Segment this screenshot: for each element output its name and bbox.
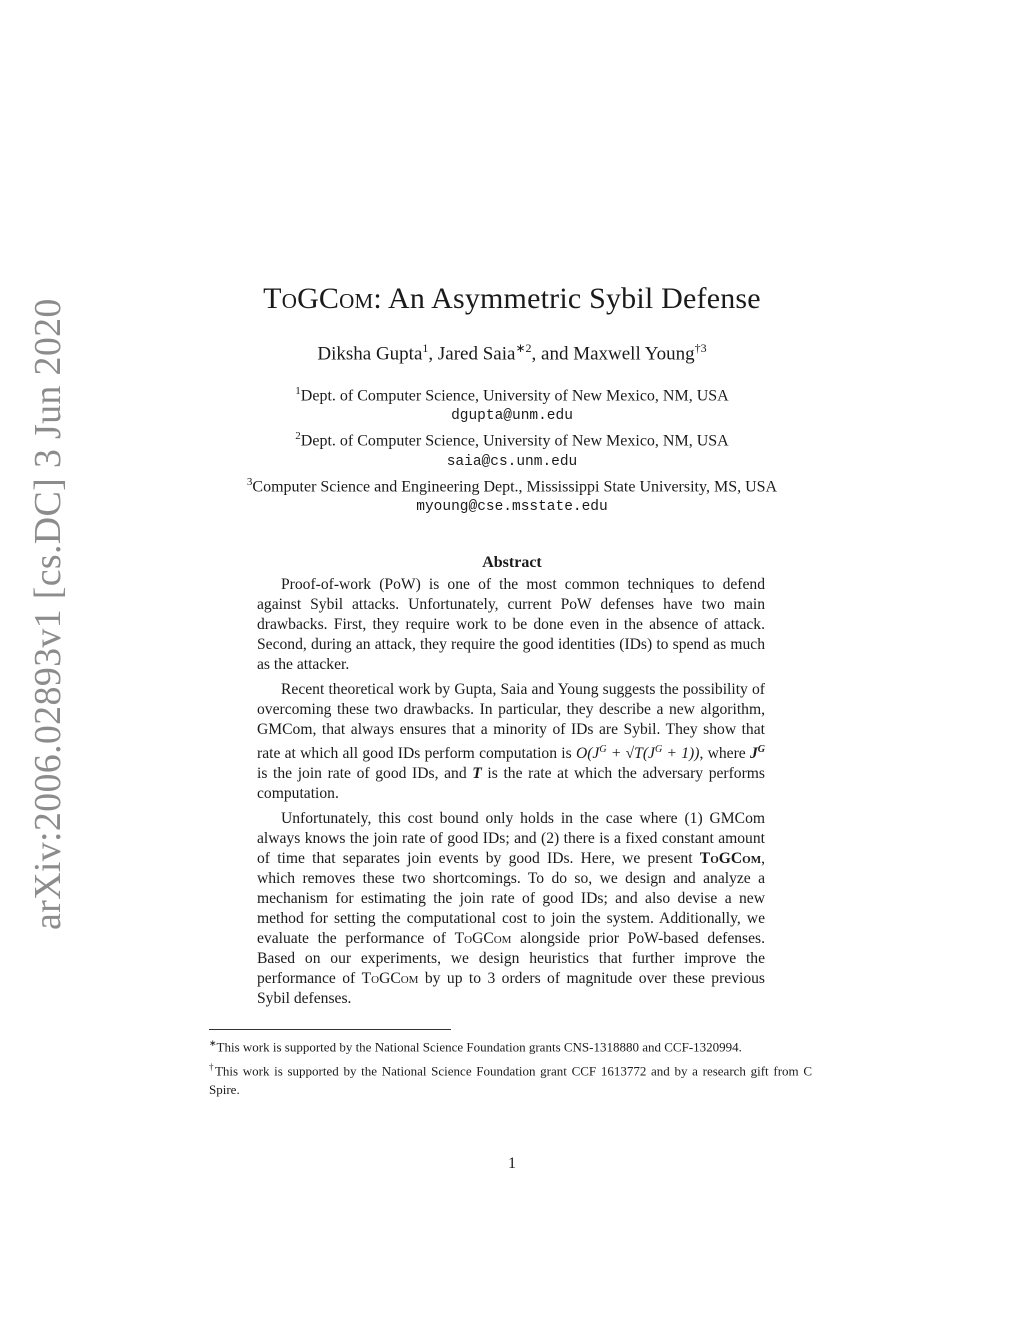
affiliation-text: Computer Science and Engineering Dept., Mississippi State University, MS, USA	[252, 477, 778, 495]
author-name: Maxwell Young	[573, 343, 695, 365]
cost-formula	[576, 745, 699, 762]
symbol-base: J	[749, 745, 758, 763]
symbol-sup: G	[757, 744, 765, 755]
author-separator: ,	[428, 343, 438, 365]
formula-sup: G	[654, 744, 663, 755]
affiliations	[0, 381, 1024, 517]
email-link[interactable]: dgupta@unm.edu	[451, 408, 573, 425]
affiliation	[0, 426, 1024, 451]
system-name: ToGCom	[361, 970, 419, 988]
title-rest: : An Asymmetric Sybil Defense	[373, 282, 761, 315]
text-run: , where	[699, 745, 750, 763]
author-separator: , and	[531, 343, 574, 365]
text-run: Recent theoretical work by Gupta, Saia and Young suggests the possibility of overcoming these two drawbacks. In particular, they describe a new algorithm, GMCom, that always ensures that a minority of IDs are Sybil. They show that rate at which all good IDs perform computation is	[257, 681, 765, 763]
author-mark: 1	[422, 341, 429, 355]
text-run: Unfortunately, this cost bound only holds in the case where (1) GMCom always knows the join rate of good IDs; and (2) there is a fixed constant amount of time that separates join events by good IDs. Here, we present	[257, 810, 765, 868]
join-rate-symbol	[750, 745, 765, 762]
footnote-mark: †	[209, 1062, 215, 1073]
footnote-text: This work is supported by the National Science Foundation grant CCF 1613772 and by a research gift from C Spire.	[209, 1063, 812, 1097]
arxiv-identifier-stamp: arXiv:2006.02893v1 [cs.DC] 3 Jun 2020	[27, 298, 69, 930]
paper-title	[0, 282, 1024, 316]
text-run: by up to 3 orders of magnitude over these previous Sybil defenses.	[257, 970, 765, 1008]
text-run: is the rate at which the adversary performs computation.	[257, 765, 765, 803]
author-name: Jared Saia	[437, 343, 516, 365]
formula-part: + 1))	[662, 745, 700, 763]
affiliation	[0, 381, 1024, 406]
affiliation	[0, 472, 1024, 497]
affiliation-mark: 3	[246, 475, 253, 488]
abstract-paragraph-1: Proof-of-work (PoW) is one of the most common techniques to defend against Sybil attacks. Unfortunately, current PoW defenses have two main drawbacks. First, they require work to be done even in the absence of attack. Second, during an attack, they require the good identities (IDs) to spend as much as the attacker.	[257, 576, 765, 673]
email-link[interactable]: saia@cs.unm.edu	[446, 453, 578, 470]
abstract-heading: Abstract	[482, 554, 542, 571]
footnote	[209, 1034, 812, 1056]
author-list	[0, 341, 1024, 365]
text-run: is the join rate of good IDs, and	[257, 765, 473, 783]
footnote-divider	[209, 1029, 451, 1030]
formula-part: + √T(J	[606, 745, 655, 763]
text-run: , which removes these two shortcomings. To do so, we design and analyze a mechanism for estimating the join rate of good IDs; and also devise a new method for setting the computational cost to join the system. Additionally, we evaluate the performance of	[257, 850, 765, 948]
formula-sup: G	[599, 744, 607, 755]
affiliation-text: Dept. of Computer Science, University of New Mexico, NM, USA	[300, 432, 729, 450]
page-number: 1	[508, 1155, 516, 1172]
text-run: alongside prior PoW-based defenses. Based on our experiments, we design heuristics that further improve the performance of	[257, 930, 765, 988]
system-name-bold: ToGCom	[699, 850, 762, 868]
affiliation-mark: 1	[295, 385, 301, 397]
footnote	[209, 1058, 812, 1098]
footnote-text: This work is supported by the National Science Foundation grants CNS-1318880 and CCF-1320994.	[216, 1039, 742, 1055]
system-name: ToGCom	[454, 930, 512, 948]
author-name: Diksha Gupta	[317, 343, 423, 365]
adversary-rate-symbol: T	[472, 765, 482, 783]
formula-part: O(J	[575, 745, 600, 763]
footnotes	[209, 1034, 812, 1101]
affiliation-text: Dept. of Computer Science, University of New Mexico, NM, USA	[300, 387, 729, 405]
footnote-mark: ∗	[209, 1038, 217, 1048]
email-link[interactable]: myoung@cse.msstate.edu	[416, 498, 608, 515]
abstract-body	[257, 575, 765, 1014]
author-mark: †3	[694, 341, 707, 355]
abstract-paragraph-3	[257, 809, 765, 1009]
author-mark: ∗2	[515, 341, 532, 355]
affiliation-mark: 2	[295, 430, 301, 443]
abstract-paragraph-2	[257, 680, 765, 804]
title-system-name: ToGCom	[263, 282, 374, 315]
